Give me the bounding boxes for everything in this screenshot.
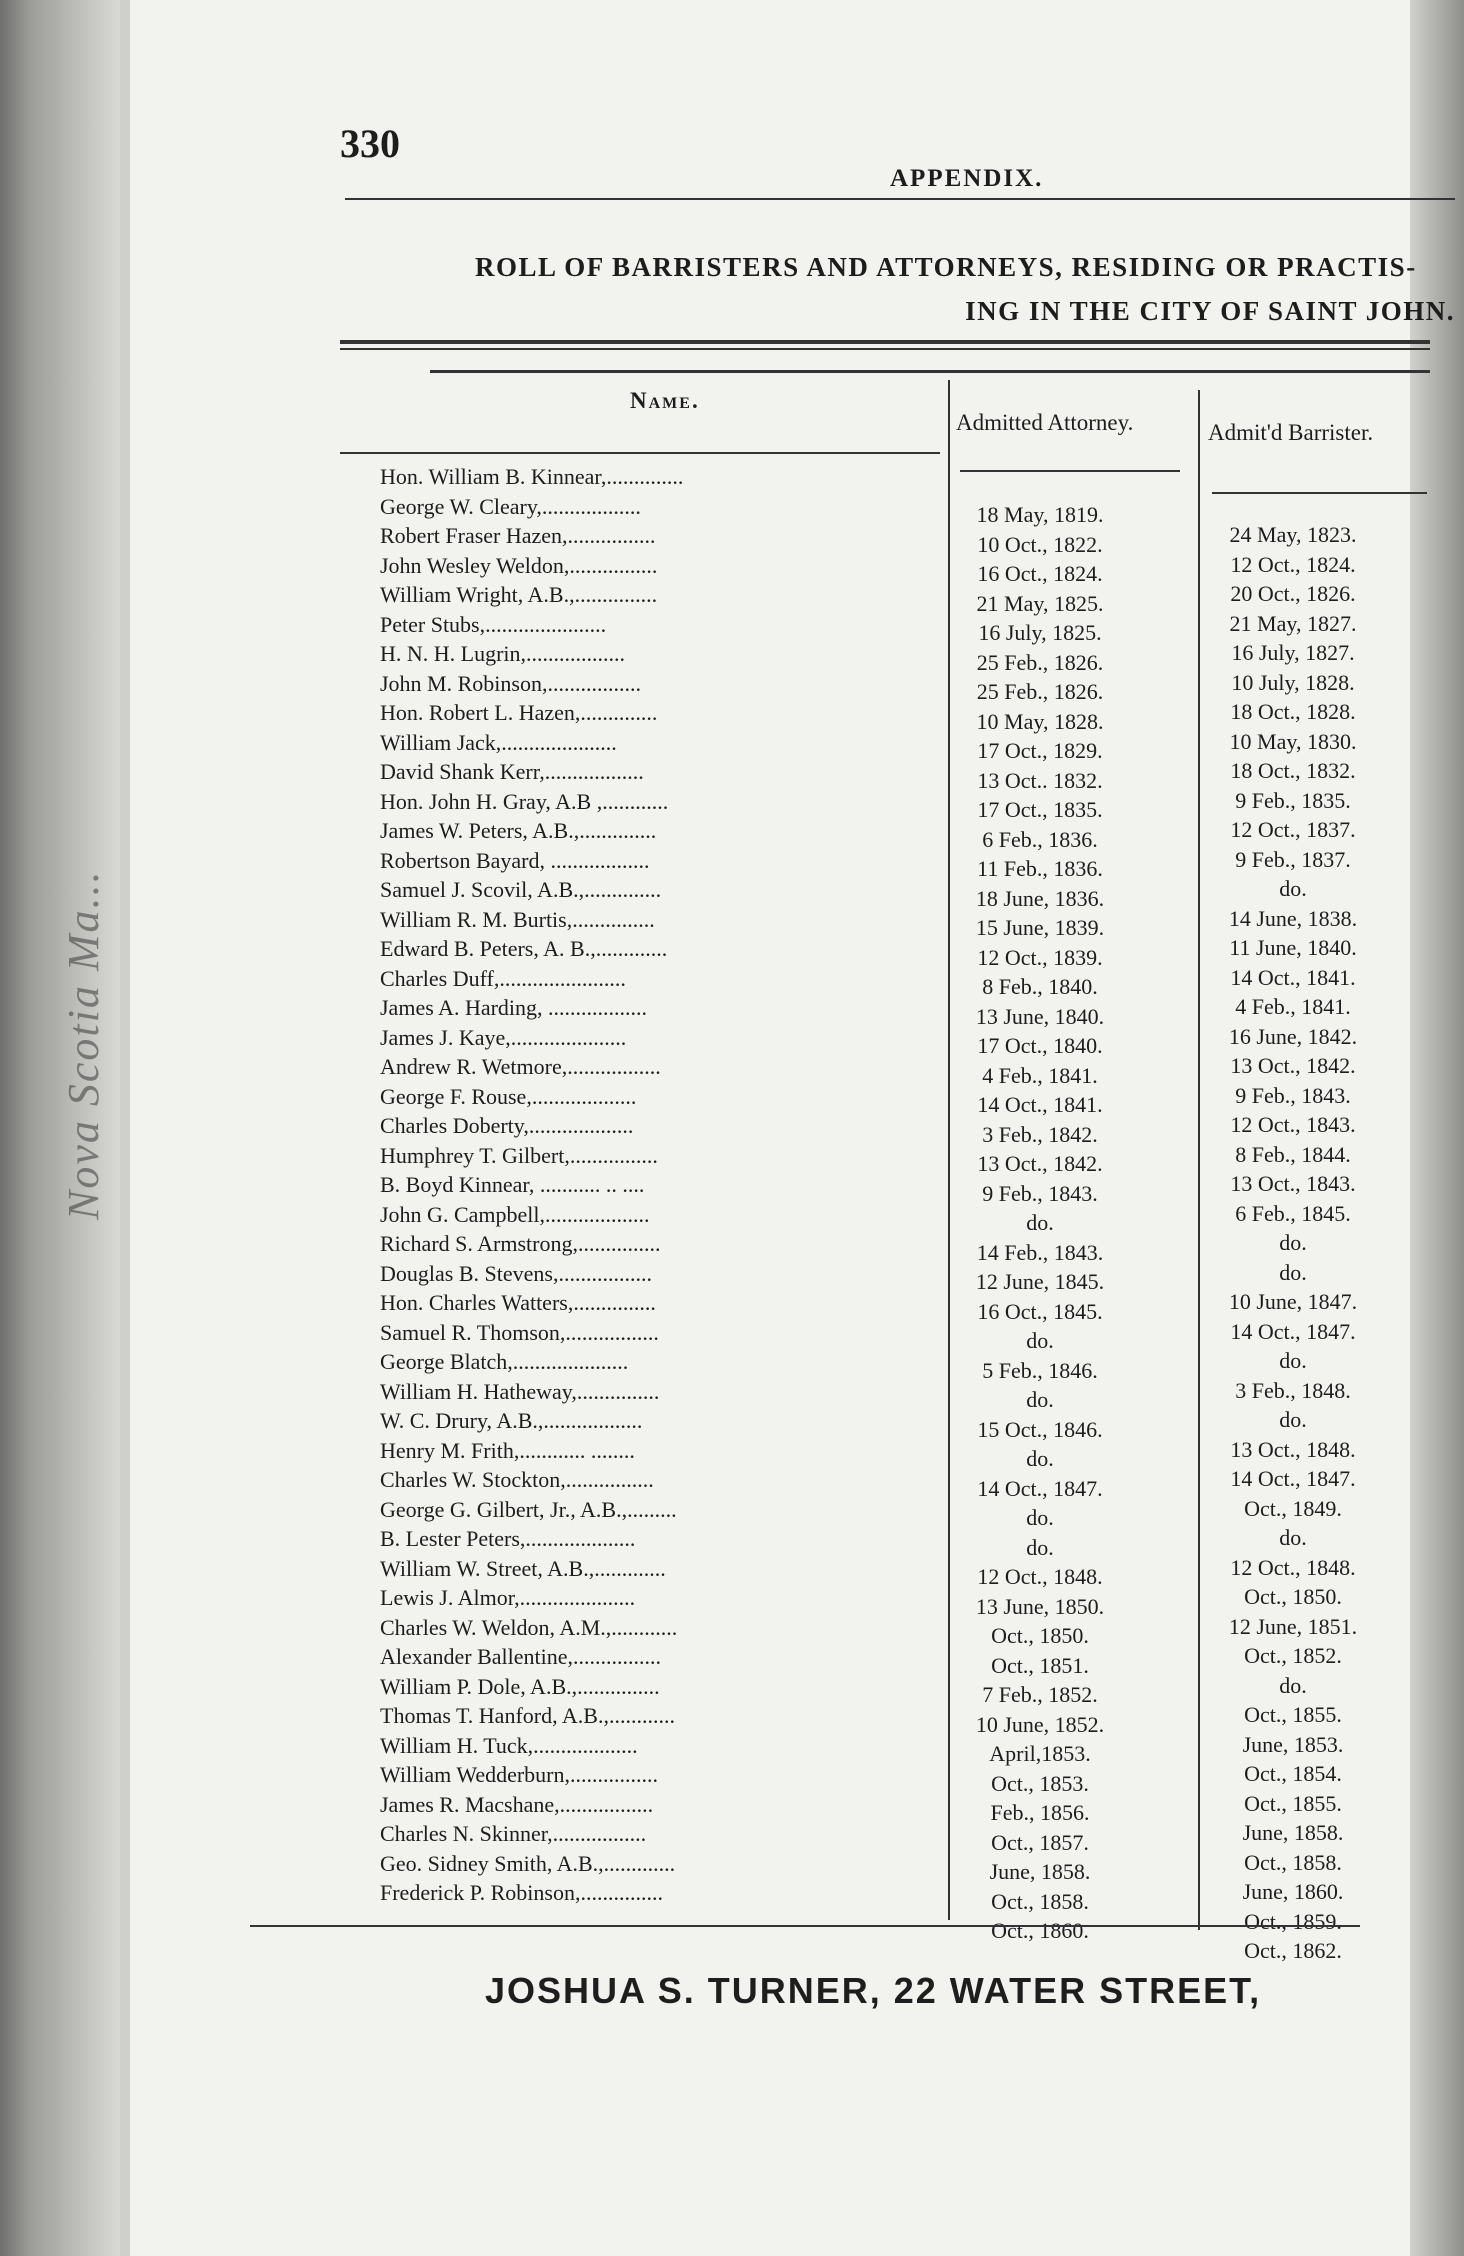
- name-entry: Douglas B. Stevens,.................: [380, 1260, 652, 1286]
- barrister-date: 14 Oct., 1841.: [1230, 964, 1356, 990]
- barrister-header-underline: [1212, 492, 1427, 494]
- barrister-date: 10 July, 1828.: [1231, 669, 1355, 695]
- name-entry: Charles Doberty,...................: [380, 1113, 634, 1138]
- attorney-date: 13 June, 1840.: [975, 1003, 1105, 1029]
- attorney-date: do.: [1026, 1534, 1054, 1560]
- attorney-date: do.: [1026, 1210, 1054, 1235]
- barrister-date: do.: [1279, 1348, 1307, 1373]
- barrister-date: Oct., 1859.: [1244, 1908, 1342, 1934]
- barrister-date: 9 Feb., 1843.: [1235, 1082, 1351, 1108]
- name-entry: George Blatch,.....................: [380, 1349, 629, 1374]
- name-entry: Hon. Robert L. Hazen,..............: [380, 700, 658, 725]
- name-entry: William Wright, A.B.,...............: [380, 582, 658, 607]
- running-header: APPENDIX.: [890, 165, 1044, 192]
- barrister-date: 14 June, 1838.: [1228, 905, 1358, 931]
- barrister-date: Oct., 1858.: [1244, 1849, 1342, 1875]
- barrister-date: 13 Oct., 1843.: [1230, 1171, 1356, 1196]
- attorney-date: do.: [1026, 1387, 1054, 1412]
- name-entry: William Wedderburn,................: [380, 1762, 658, 1787]
- attorney-date: Oct., 1851.: [991, 1652, 1089, 1678]
- name-entry: George G. Gilbert, Jr., A.B.,.........: [380, 1496, 677, 1522]
- name-entry: Edward B. Peters, A. B.,.............: [380, 936, 668, 961]
- attorney-date: 4 Feb., 1841.: [982, 1062, 1098, 1088]
- name-entry: James J. Kaye,.....................: [380, 1024, 627, 1050]
- barrister-date: do.: [1279, 1407, 1307, 1432]
- attorney-date: June, 1858.: [989, 1859, 1091, 1884]
- attorney-date: 16 Oct., 1824.: [977, 561, 1103, 586]
- barrister-date: Oct., 1854.: [1244, 1761, 1342, 1786]
- name-entry: Henry M. Frith,............ ........: [380, 1437, 635, 1463]
- barrister-date: 14 Oct., 1847.: [1230, 1466, 1356, 1491]
- name-entry: W. C. Drury, A.B.,..................: [380, 1408, 643, 1433]
- attorney-date: do.: [1026, 1328, 1054, 1353]
- attorney-date: 13 Oct.. 1832.: [977, 767, 1103, 793]
- attorney-date: 6 Feb., 1836.: [982, 826, 1098, 852]
- name-entry: James R. Macshane,.................: [380, 1791, 654, 1817]
- name-entry: Samuel R. Thomson,.................: [380, 1319, 659, 1345]
- attorney-date: 18 May, 1819.: [976, 502, 1104, 527]
- name-entry: Hon. John H. Gray, A.B ,............: [380, 788, 669, 814]
- attorney-dates-column: [945, 500, 1135, 1946]
- attorney-date: 14 Oct., 1841.: [977, 1092, 1103, 1117]
- attorney-date: 7 Feb., 1852.: [982, 1682, 1098, 1707]
- attorney-date: 14 Feb., 1843.: [976, 1239, 1104, 1265]
- barrister-date: Oct., 1862.: [1244, 1938, 1342, 1963]
- names-column: [380, 462, 940, 1908]
- name-entry: William R. M. Burtis,...............: [380, 906, 655, 932]
- table-bottom-rule: [250, 1925, 1360, 1927]
- attorney-date: 15 Oct., 1846.: [977, 1416, 1103, 1442]
- name-entry: Geo. Sidney Smith, A.B.,.............: [380, 1850, 676, 1876]
- name-entry: Robert Fraser Hazen,................: [380, 523, 656, 548]
- name-entry: Frederick P. Robinson,...............: [380, 1880, 663, 1905]
- name-entry: John Wesley Weldon,................: [380, 552, 658, 578]
- name-entry: George W. Cleary,..................: [380, 493, 641, 519]
- attorney-date: 16 Oct., 1845.: [977, 1298, 1103, 1324]
- name-entry: William P. Dole, A.B.,...............: [380, 1673, 660, 1699]
- barrister-date: 18 Oct., 1832.: [1230, 758, 1356, 783]
- handwritten-margin-note: Nova Scotia Ma...: [59, 869, 108, 1220]
- barrister-date: 3 Feb., 1848.: [1235, 1377, 1351, 1403]
- name-entry: William Jack,.....................: [380, 729, 617, 755]
- title-rule: [340, 340, 1430, 344]
- barrister-date: 16 July, 1827.: [1231, 640, 1355, 665]
- attorney-date: 9 Feb., 1843.: [982, 1180, 1098, 1206]
- column-header-name: Name.: [630, 388, 700, 413]
- name-entry: William W. Street, A.B.,.............: [380, 1555, 666, 1581]
- name-entry: Thomas T. Hanford, A.B.,............: [380, 1703, 675, 1728]
- attorney-date: 5 Feb., 1846.: [982, 1357, 1098, 1383]
- barrister-date: 16 June, 1842.: [1228, 1023, 1358, 1049]
- barrister-date: 13 Oct., 1848.: [1230, 1436, 1356, 1462]
- attorney-date: Oct., 1853.: [991, 1770, 1089, 1796]
- attorney-date: 15 June, 1839.: [975, 915, 1105, 940]
- attorney-date: do.: [1026, 1505, 1054, 1530]
- name-entry: John M. Robinson,.................: [380, 670, 641, 696]
- name-entry: Robertson Bayard, ..................: [380, 847, 650, 873]
- attorney-date: 17 Oct., 1840.: [977, 1033, 1103, 1058]
- name-entry: Charles W. Stockton,................: [380, 1467, 654, 1492]
- barrister-date: 11 June, 1840.: [1229, 935, 1357, 960]
- attorney-date: 14 Oct., 1847.: [977, 1475, 1103, 1501]
- barrister-date: Oct., 1855.: [1244, 1790, 1342, 1816]
- name-entry: Alexander Ballentine,................: [380, 1644, 662, 1669]
- attorney-date: 12 June, 1845.: [975, 1269, 1105, 1294]
- title-rule-thin: [340, 348, 1430, 350]
- barrister-date: 12 Oct., 1824.: [1230, 551, 1356, 577]
- attorney-date: 12 Oct., 1848.: [977, 1564, 1103, 1589]
- barrister-date: do.: [1279, 1230, 1307, 1255]
- name-entry: H. N. H. Lugrin,..................: [380, 641, 626, 666]
- barrister-date: 12 June, 1851.: [1228, 1613, 1358, 1639]
- name-entry: B. Boyd Kinnear, ........... .. ....: [380, 1172, 645, 1197]
- barrister-date: 12 Oct., 1848.: [1230, 1554, 1356, 1580]
- name-entry: John G. Campbell,...................: [380, 1201, 650, 1227]
- name-entry: Andrew R. Wetmore,.................: [380, 1054, 661, 1079]
- barrister-date: Oct., 1849.: [1244, 1495, 1342, 1521]
- book-page: [130, 0, 1455, 2256]
- attorney-date: 10 Oct., 1822.: [977, 531, 1103, 557]
- name-entry: Samuel J. Scovil, A.B.,..............: [380, 877, 662, 902]
- name-entry: Charles Duff,.......................: [380, 965, 626, 991]
- attorney-date: April,1853.: [989, 1741, 1091, 1766]
- column-header-barrister: Admit'd Barrister.: [1208, 420, 1374, 445]
- attorney-date: 13 June, 1850.: [975, 1593, 1105, 1619]
- barrister-date: Oct., 1850.: [1244, 1584, 1342, 1609]
- name-entry: B. Lester Peters,....................: [380, 1526, 636, 1551]
- barrister-date: June, 1858.: [1242, 1820, 1344, 1845]
- roll-title-line-1: ROLL OF BARRISTERS AND ATTORNEYS, RESIDING OR PRACTIS-: [475, 252, 1417, 282]
- barrister-date: 21 May, 1827.: [1229, 610, 1357, 636]
- name-entry: James W. Peters, A.B.,..............: [380, 818, 657, 843]
- barrister-date: June, 1853.: [1242, 1731, 1344, 1757]
- attorney-header-underline: [960, 470, 1180, 472]
- name-header-underline: [340, 452, 940, 454]
- barrister-date: do.: [1279, 1672, 1307, 1698]
- barrister-date: 13 Oct., 1842.: [1230, 1053, 1356, 1078]
- attorney-date: Feb., 1856.: [990, 1800, 1090, 1825]
- barrister-date: 8 Feb., 1844.: [1235, 1141, 1351, 1167]
- barrister-date: 14 Oct., 1847.: [1230, 1318, 1356, 1344]
- barrister-date: do.: [1279, 1525, 1307, 1550]
- barrister-date: 20 Oct., 1826.: [1230, 581, 1356, 606]
- name-entry: Hon. Charles Watters,...............: [380, 1290, 656, 1315]
- advertiser-footer: JOSHUA S. TURNER, 22 WATER STREET,: [485, 1970, 1262, 2011]
- name-entry: James A. Harding, ..................: [380, 995, 648, 1020]
- barrister-date: 4 Feb., 1841.: [1235, 994, 1351, 1019]
- attorney-date: 3 Feb., 1842.: [982, 1121, 1098, 1147]
- name-entry: George F. Rouse,...................: [380, 1083, 637, 1109]
- name-entry: Charles N. Skinner,.................: [380, 1821, 647, 1846]
- barrister-date: 10 May, 1830.: [1229, 728, 1357, 754]
- barrister-date: Oct., 1855.: [1244, 1702, 1342, 1727]
- attorney-date: 17 Oct., 1835.: [977, 797, 1103, 822]
- page-right-edge: [1404, 0, 1464, 2256]
- name-entry: David Shank Kerr,..................: [380, 759, 644, 784]
- name-entry: Charles W. Weldon, A.M.,............: [380, 1614, 678, 1640]
- column-header-attorney: Admitted Attorney.: [956, 410, 1134, 435]
- barrister-date: 9 Feb., 1835.: [1235, 787, 1351, 813]
- attorney-date: 17 Oct., 1829.: [977, 738, 1103, 763]
- barrister-date: 24 May, 1823.: [1229, 522, 1357, 547]
- attorney-date: 25 Feb., 1826.: [976, 649, 1104, 675]
- barrister-date: 12 Oct., 1837.: [1230, 817, 1356, 842]
- name-entry: Peter Stubs,......................: [380, 611, 607, 637]
- name-entry: Humphrey T. Gilbert,................: [380, 1142, 658, 1168]
- header-rule: [345, 198, 1455, 200]
- barrister-date: do.: [1279, 1259, 1307, 1285]
- attorney-date: Oct., 1850.: [991, 1623, 1089, 1648]
- attorney-date: 25 Feb., 1826.: [976, 679, 1104, 704]
- name-entry: William H. Tuck,...................: [380, 1732, 638, 1758]
- attorney-date: Oct., 1857.: [991, 1829, 1089, 1855]
- attorney-date: 12 Oct., 1839.: [977, 944, 1103, 970]
- attorney-date: Oct., 1860.: [991, 1918, 1089, 1943]
- barrister-date: 6 Feb., 1845.: [1235, 1200, 1351, 1226]
- attorney-date: 8 Feb., 1840.: [982, 974, 1098, 999]
- attorney-date: 10 May, 1828.: [976, 708, 1104, 734]
- table-header-rule: [430, 370, 1430, 373]
- barrister-date: 9 Feb., 1837.: [1235, 846, 1351, 872]
- name-entry: Hon. William B. Kinnear,..............: [380, 464, 684, 489]
- barrister-date: 10 June, 1847.: [1228, 1289, 1358, 1314]
- attorney-date: 11 Feb., 1836.: [977, 856, 1103, 881]
- barrister-date: June, 1860.: [1242, 1879, 1344, 1904]
- barrister-date: do.: [1279, 876, 1307, 901]
- attorney-date: do.: [1026, 1446, 1054, 1471]
- name-entry: Richard S. Armstrong,...............: [380, 1231, 661, 1256]
- attorney-date: 10 June, 1852.: [975, 1711, 1105, 1737]
- barrister-date: 12 Oct., 1843.: [1230, 1112, 1356, 1137]
- barrister-date: Oct., 1852.: [1244, 1643, 1342, 1668]
- attorney-date: 16 July, 1825.: [978, 620, 1102, 645]
- name-entry: Lewis J. Almor,.....................: [380, 1585, 636, 1610]
- barrister-date: 18 Oct., 1828.: [1230, 699, 1356, 724]
- barrister-dates-column: [1198, 520, 1388, 1966]
- name-entry: William H. Hatheway,...............: [380, 1378, 660, 1404]
- attorney-date: 21 May, 1825.: [976, 590, 1104, 616]
- roll-title-line-2: ING IN THE CITY OF SAINT JOHN.: [965, 296, 1455, 326]
- page-number: 330: [340, 121, 400, 166]
- attorney-date: 13 Oct., 1842.: [977, 1151, 1103, 1176]
- attorney-date: Oct., 1858.: [991, 1888, 1089, 1914]
- attorney-date: 18 June, 1836.: [975, 885, 1105, 911]
